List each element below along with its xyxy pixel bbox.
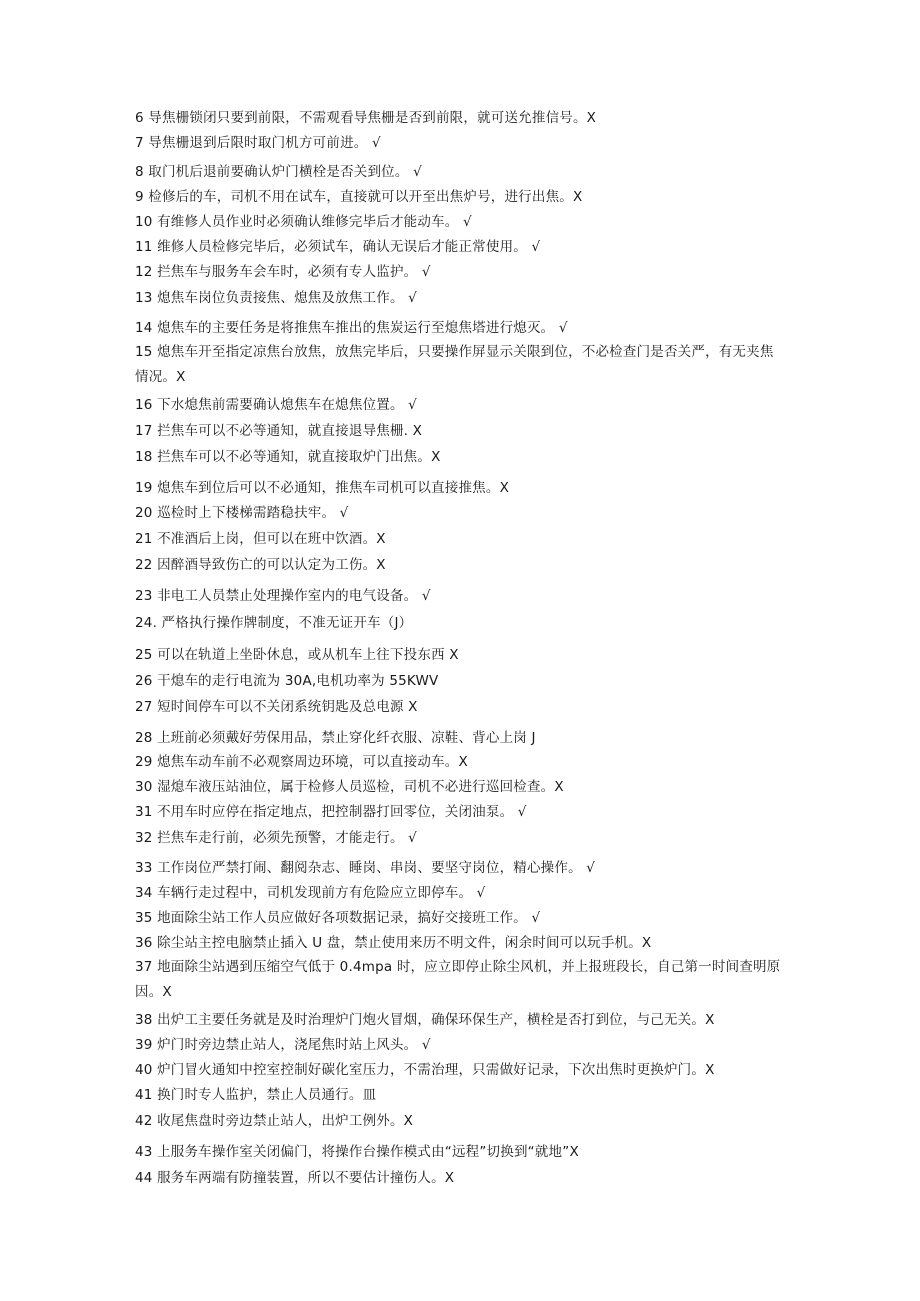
list-item: 35 地面除尘站工作人员应做好各项数据记录，搞好交接班工作。 √ <box>135 910 541 926</box>
list-item: 20 巡检时上下楼梯需踏稳扶牢。 √ <box>135 505 349 521</box>
list-item: 19 熄焦车到位后可以不必通知，推焦车司机可以直接推焦。X <box>135 480 510 496</box>
list-item: 24. 严格执行操作牌制度，不准无证开车（J） <box>135 615 413 631</box>
list-item: 22 因醉酒导致伤亡的可以认定为工伤。X <box>135 557 386 573</box>
list-item: 23 非电工人员禁止处理操作室内的电气设备。 √ <box>135 588 431 604</box>
list-item: 7 导焦栅退到后限时取门机方可前进。 √ <box>135 135 381 151</box>
list-item: 37 地面除尘站遇到压缩空气低于 0.4mpa 时，应立即停止除尘风机，并上报班段长，自己第一时间查明原因。X <box>135 959 781 1000</box>
list-item: 12 拦焦车与服务车会车时，必须有专人监护。 √ <box>135 264 431 280</box>
list-item: 33 工作岗位严禁打闹、翻阅杂志、睡岗、串岗、要坚守岗位，精心操作。 √ <box>135 860 596 876</box>
list-item: 31 不用车时应停在指定地点，把控制器打回零位，关闭油泵。 √ <box>135 804 527 820</box>
list-item: 42 收尾焦盘时旁边禁止站人，出炉工例外。X <box>135 1113 414 1129</box>
list-item: 30 湿熄车液压站油位，属于检修人员巡检，司机不必进行巡回检查。X <box>135 779 564 795</box>
list-item: 17 拦焦车可以不必等通知，就直接退导焦栅. X <box>135 423 423 439</box>
list-item: 41 换门时专人监护，禁止人员通行。皿 <box>135 1087 377 1103</box>
list-item: 40 炉门冒火通知中控室控制好碳化室压力，不需治理，只需做好记录，下次出焦时更换炉门。X <box>135 1062 715 1078</box>
list-item: 21 不准酒后上岗，但可以在班中饮酒。X <box>135 531 386 547</box>
list-item: 9 检修后的车，司机不用在试车，直接就可以开至出焦炉号，进行出焦。X <box>135 189 583 205</box>
list-item: 36 除尘站主控电脑禁止插入 U 盘，禁止使用来历不明文件，闲余时间可以玩手机。X <box>135 935 652 951</box>
list-item: 27 短时间停车可以不关闭系统钥匙及总电源 X <box>135 699 418 715</box>
list-item: 44 服务车两端有防撞装置，所以不要估计撞伤人。X <box>135 1170 455 1186</box>
list-item: 28 上班前必须戴好劳保用品，禁止穿化纤衣服、凉鞋、背心上岗 J <box>135 730 536 746</box>
list-item: 8 取门机后退前要确认炉门横栓是否关到位。 √ <box>135 164 422 180</box>
list-item: 11 维修人员检修完毕后，必须试车，确认无误后才能正常使用。 √ <box>135 239 541 255</box>
list-item: 32 拦焦车走行前，必须先预警，才能走行。 √ <box>135 830 417 846</box>
list-item: 29 熄焦车动车前不必观察周边环境，可以直接动车。X <box>135 754 468 770</box>
list-item: 6 导焦栅锁闭只要到前限，不需观看导焦栅是否到前限，就可送允推信号。X <box>135 110 597 126</box>
list-item: 34 车辆行走过程中，司机发现前方有危险应立即停车。 √ <box>135 885 486 901</box>
list-item: 13 熄焦车岗位负责接焦、熄焦及放焦工作。 √ <box>135 290 417 306</box>
list-item: 10 有维修人员作业时必须确认维修完毕后才能动车。 √ <box>135 214 472 230</box>
list-item: 14 熄焦车的主要任务是将推焦车推出的焦炭运行至熄焦塔进行熄灭。 √ <box>135 320 568 336</box>
list-item: 38 出炉工主要任务就是及时治理炉门炮火冒烟，确保环保生产，横栓是否打到位，与己无关。X <box>135 1012 715 1028</box>
list-item: 15 熄焦车开至指定凉焦台放焦，放焦完毕后，只要操作屏显示关限到位，不必检查门是否关严，有无夹焦情况。X <box>135 344 774 385</box>
list-item: 16 下水熄焦前需要确认熄焦车在熄焦位置。 √ <box>135 397 417 413</box>
list-item: 25 可以在轨道上坐卧休息，或从机车上往下投东西 X <box>135 647 459 663</box>
list-item: 39 炉门时旁边禁止站人，浇尾焦时站上风头。 √ <box>135 1037 431 1053</box>
list-item: 26 干熄车的走行电流为 30A,电机功率为 55KWV <box>135 673 439 689</box>
list-item: 43 上服务车操作室关闭偏门，将操作台操作模式由“远程”切换到“就地”X <box>135 1144 579 1160</box>
list-item: 18 拦焦车可以不必等通知，就直接取炉门出焦。X <box>135 449 441 465</box>
